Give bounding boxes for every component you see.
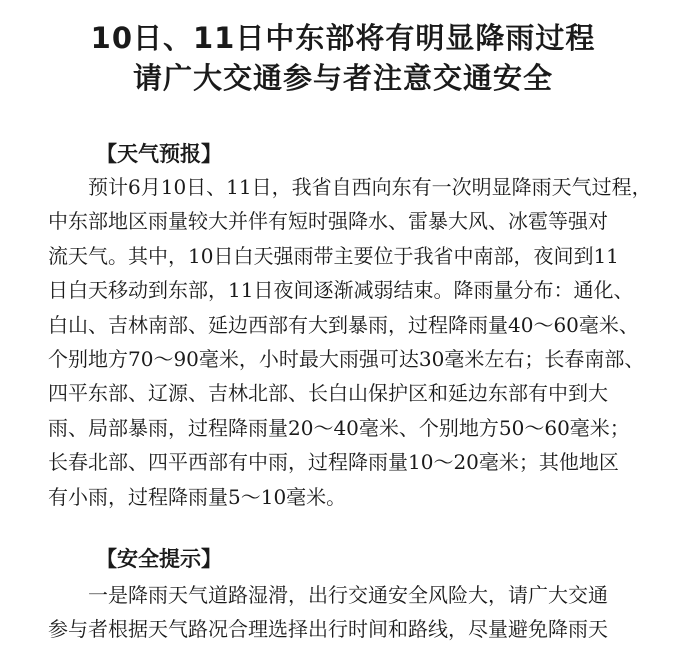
paragraph-line: 四平东部、辽源、吉林北部、长白山保护区和延边东部有中到大: [48, 381, 608, 406]
section-heading-safety-tips: 【安全提示】: [96, 547, 222, 571]
paragraph-line: 个别地方70～90毫米，小时最大雨强可达30毫米左右；长春南部、: [48, 347, 645, 372]
title-line-2: 请广大交通参与者注意交通安全: [132, 61, 553, 95]
paragraph-line: 日白天移动到东部，11日夜间逐渐减弱结束。降雨量分布：通化、: [48, 278, 634, 303]
paragraph-line: 雨、局部暴雨，过程降雨量20～40毫米、个别地方50～60毫米；: [48, 415, 630, 440]
title-line-1: 10日、11日中东部将有明显降雨过程: [90, 21, 596, 55]
paragraph-line: 长春北部、四平西部有中雨，过程降雨量10～20毫米；其他地区: [48, 450, 619, 475]
paragraph-line: 白山、吉林南部、延边西部有大到暴雨，过程降雨量40～60毫米、: [48, 312, 639, 337]
safety-tips-paragraph: [48, 578, 654, 655]
paragraph-line: 有小雨，过程降雨量5～10毫米。: [48, 484, 347, 509]
paragraph-line: 预计6月10日、11日，我省自西向东有一次明显降雨天气过程，: [48, 175, 652, 199]
paragraph-line: 中东部地区雨量较大并伴有短时强降水、雷暴大风、冰雹等强对: [48, 209, 608, 234]
paragraph-line: 流天气。其中，10日白天强雨带主要位于我省中南部，夜间到11: [48, 243, 619, 268]
section-heading-weather-forecast: 【天气预报】: [96, 142, 222, 166]
paragraph-line: 参与者根据天气路况合理选择出行时间和路线，尽量避免降雨天: [48, 617, 608, 642]
weather-forecast-paragraph: [48, 170, 654, 542]
paragraph-line: 一是降雨天气道路湿滑，出行交通安全风险大，请广大交通: [48, 583, 608, 607]
